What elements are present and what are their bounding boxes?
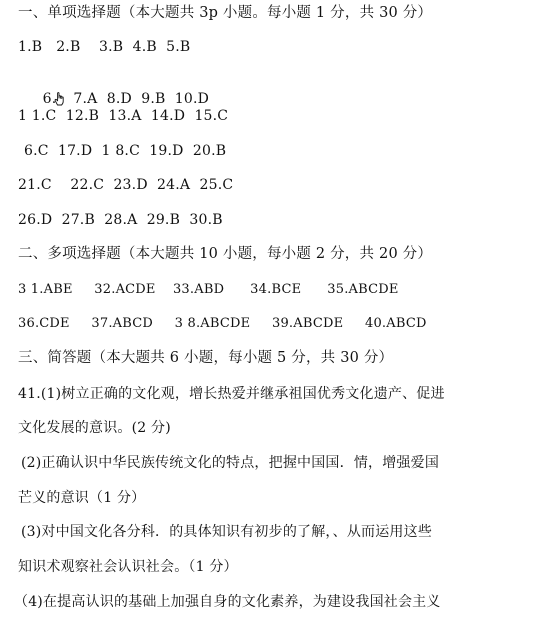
answers-row-5: 21.C 22.C 23.D 24.A 25.C (18, 177, 234, 193)
answers-7-10: 7.A 8.D 9.B 10.D (73, 91, 210, 107)
answers-row-6: 26.D 27.B 28.A 29.B 30.B (18, 212, 223, 228)
answers-row-1: 1.B 2.B 3.B 4.B 5.B (18, 39, 191, 55)
q41-part2-line1: (2)正确认识中华民族传统文化的特点，把握中国国．情，增强爱国 (21, 455, 440, 471)
hand-cursor-icon (53, 90, 67, 106)
q41-part1-line2: 文化发展的意识。(2 分) (18, 420, 171, 436)
answers-row-4: 6.C 17.D 1 8.C 19.D 20.B (24, 143, 227, 159)
multi-answers-row-1: 3 1.ABE 32.ACDE 33.ABD 34.BCE 35.ABCDE (18, 282, 399, 297)
q41-part1-line1: 41.(1)树立正确的文化观，增长热爱并继承祖国优秀文化遗产、促进 (18, 386, 445, 402)
q41-part3-line2: 知识术观察社会认识社会。（1 分） (18, 559, 238, 575)
section-1-heading: 一、单项选择题（本大题共 3p 小题。每小题 1 分，共 30 分） (18, 5, 433, 21)
answers-row-3: 1 1.C 12.B 13.A 14.D 15.C (18, 108, 229, 124)
section-3-heading: 三、简答题（本大题共 6 小题，每小题 5 分，共 30 分） (18, 350, 394, 366)
q41-part3-line1: (3)对中国文化各分科．的具体知识有初步的了解，、从而运用这些 (21, 524, 433, 540)
multi-answers-row-2: 36.CDE 37.ABCD 3 8.ABCDE 39.ABCDE 40.ABCD (18, 316, 427, 331)
answer-6-label: 6. (42, 91, 57, 107)
q41-part4-line1: （4)在提高认识的基础上加强自身的文化素养，为建设我国社会主义 (14, 594, 441, 610)
q41-part2-line2: 芒义的意识（1 分） (18, 490, 146, 506)
section-2-heading: 二、多项选择题（本大题共 10 小题，每小题 2 分，共 20 分） (18, 246, 433, 262)
